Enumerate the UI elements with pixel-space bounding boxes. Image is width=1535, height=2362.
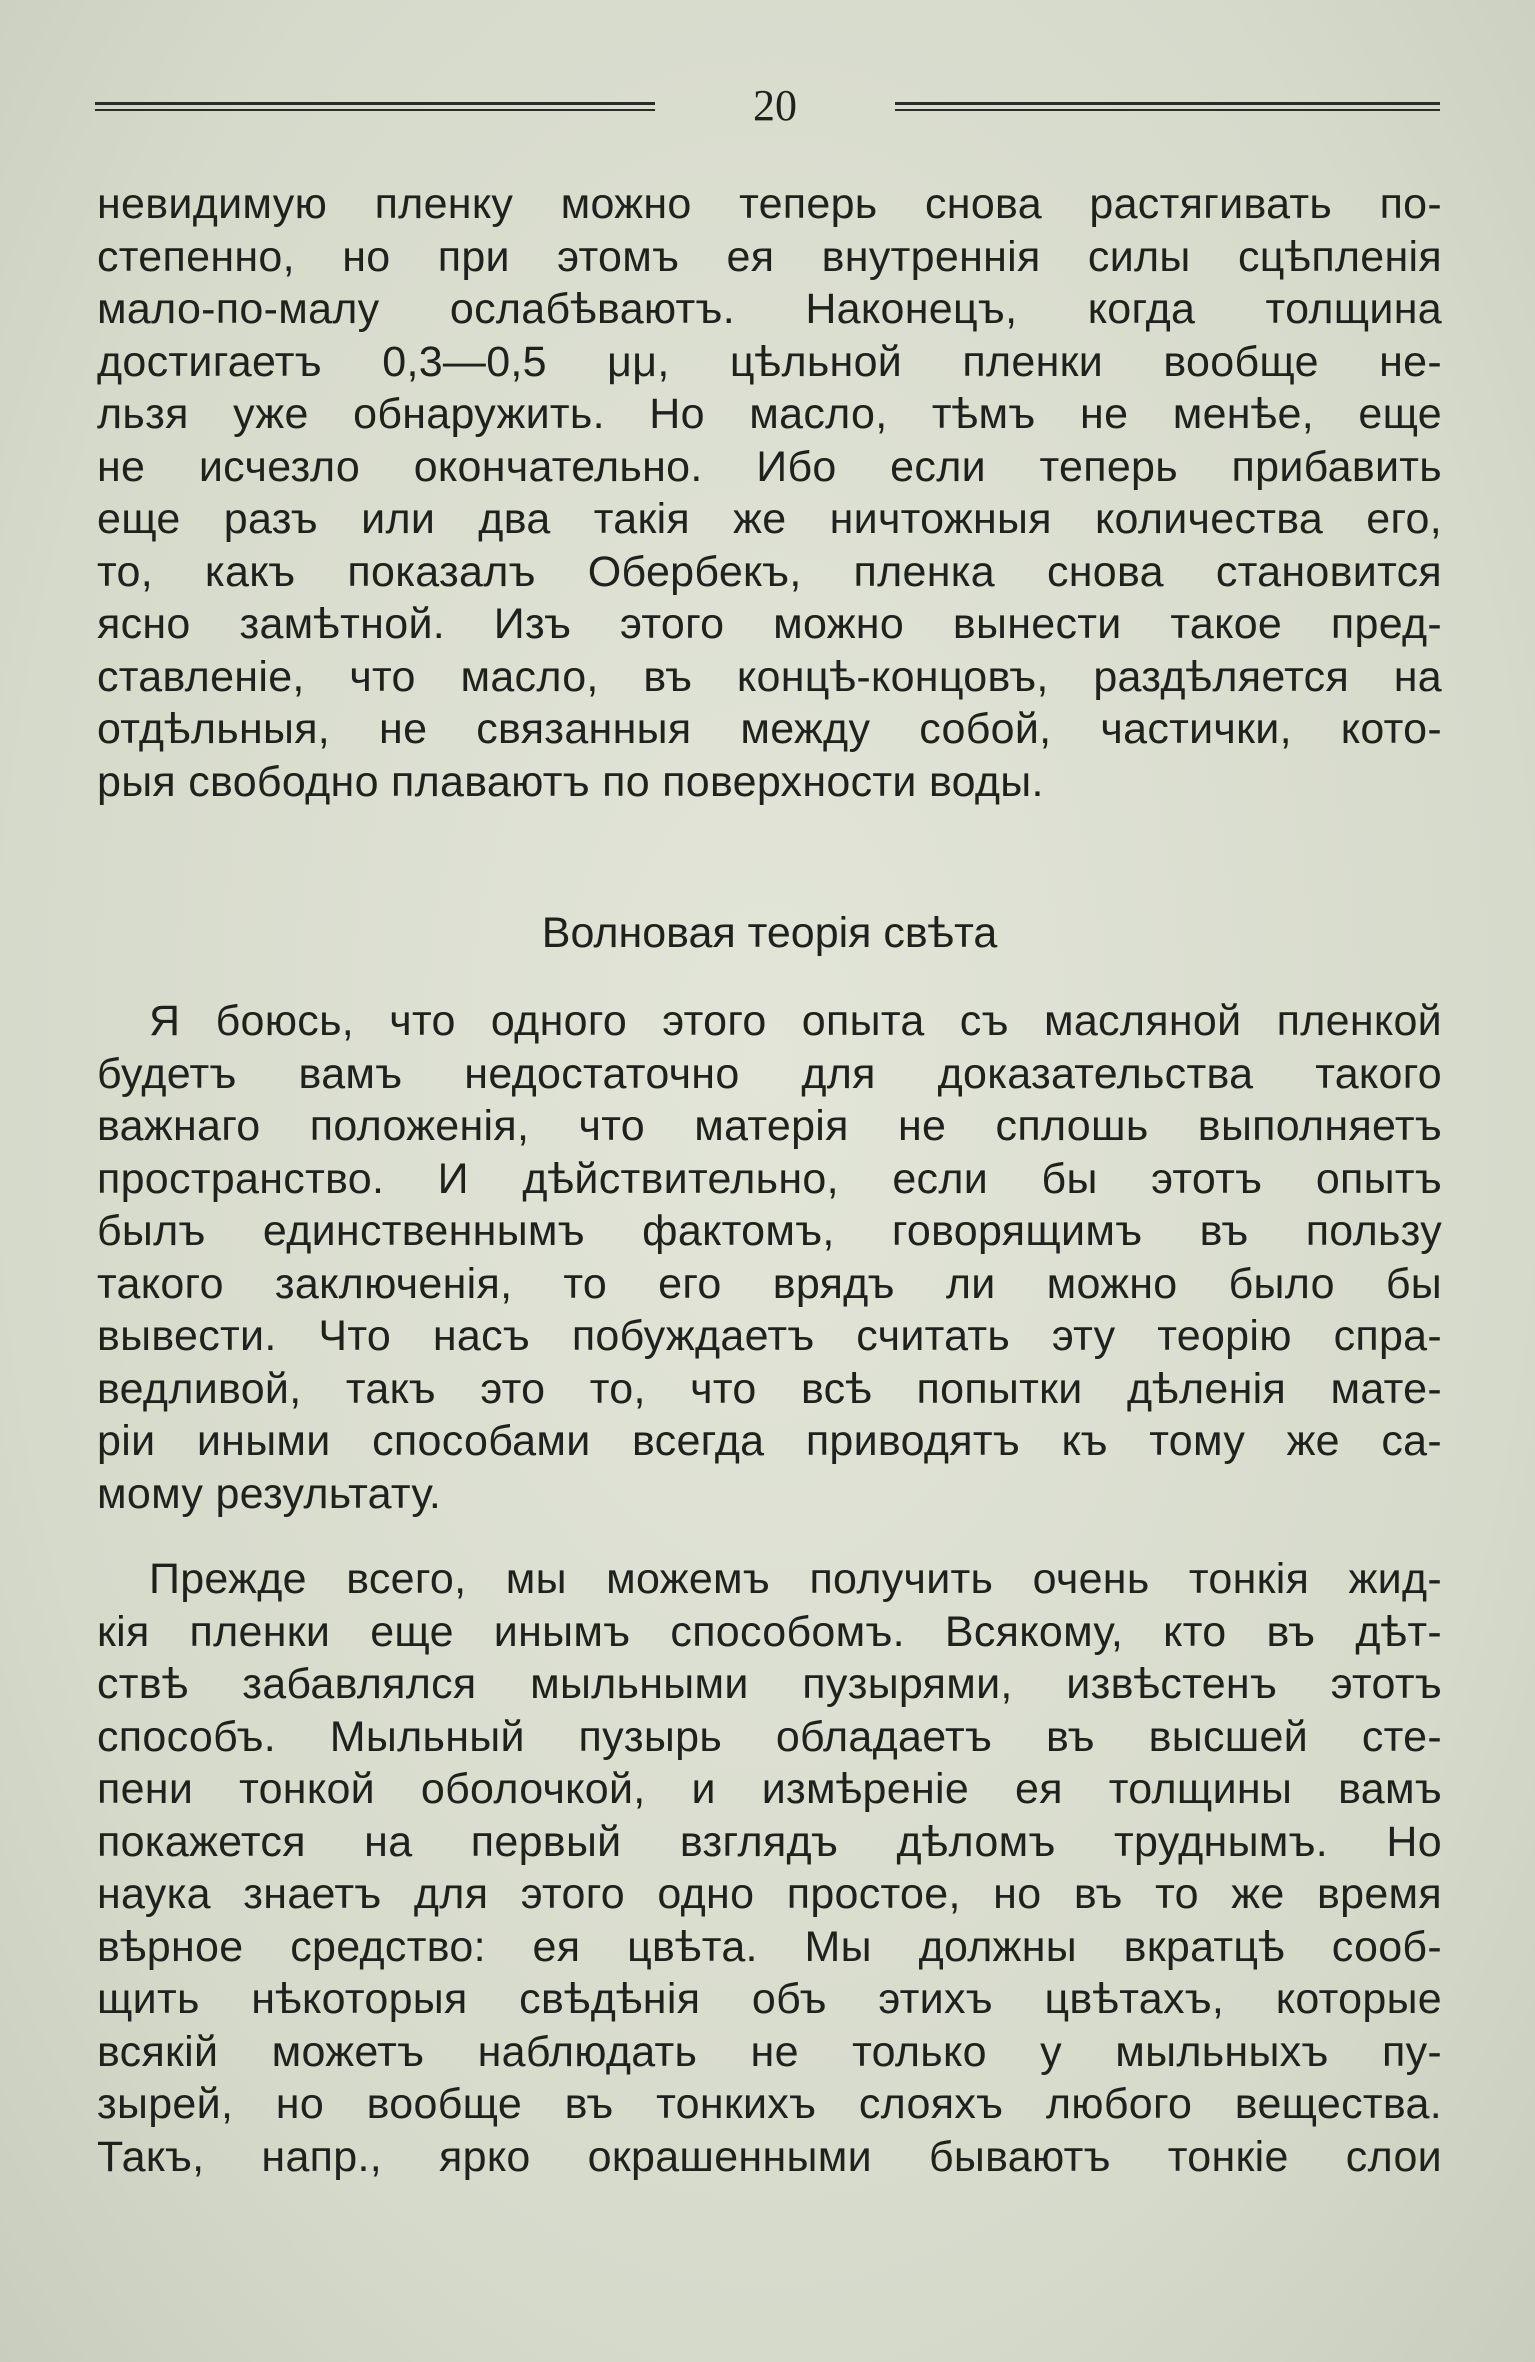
text-line: пени тонкой оболочкой, и измѣреніе ея толщины вамъ	[97, 1765, 1442, 1813]
text-line: пространство. И дѣйствительно, если бы этотъ опытъ	[97, 1154, 1442, 1203]
paragraph-2	[97, 995, 1442, 1520]
text-line: Такъ, напр., ярко окрашенными бываютъ тонкіе слои	[97, 2132, 1442, 2181]
text-line: вѣрное средство: ея цвѣта. Мы должны вкратцѣ сооб-	[97, 1922, 1442, 1971]
text-line: способъ. Мыльный пузырь обладаетъ въ высшей сте-	[97, 1712, 1442, 1761]
text-line: былъ единственнымъ фактомъ, говорящимъ въ пользу	[97, 1207, 1442, 1255]
text-line: степенно, но при этомъ ея внутреннія силы сцѣпленія	[97, 232, 1442, 281]
text-line: покажется на первый взглядъ дѣломъ труднымъ. Но	[97, 1817, 1442, 1866]
text-line: Я боюсь, что одного этого опыта съ масляной пленкой	[149, 997, 1442, 1045]
text-line: вывести. Что насъ побуждаетъ считать эту теорію спра-	[97, 1312, 1442, 1360]
section-heading: Волновая теорія свѣта	[541, 909, 998, 957]
text-line: еще разъ или два такія же ничтожныя количества его,	[97, 495, 1442, 543]
text-line: рыя свободно плаваютъ по поверхности воды.	[97, 757, 1044, 806]
text-line: ясно замѣтной. Изъ этого можно вынести такое пред-	[97, 600, 1442, 648]
text-line: то, какъ показалъ Обербекъ, пленка снова становится	[97, 547, 1442, 596]
text-line: кія пленки еще инымъ способомъ. Всякому, кто въ дѣт-	[97, 1607, 1442, 1656]
text-line: достигаетъ 0,3—0,5 μμ, цѣльной пленки вообще не-	[97, 337, 1442, 386]
text-line: будетъ вамъ недостаточно для доказательства такого	[97, 1049, 1442, 1098]
header-rule-right	[895, 102, 1440, 111]
text-line: мому результату.	[97, 1469, 442, 1518]
page-number: 20	[753, 81, 797, 130]
text-line: Прежде всего, мы можемъ получить очень тонкія жид-	[149, 1555, 1442, 1603]
text-line: ставленіе, что масло, въ концѣ-концовъ, раздѣляется на	[97, 652, 1442, 701]
text-line: невидимую пленку можно теперь снова растягивать по-	[97, 180, 1442, 228]
text-line: льзя уже обнаружить. Но масло, тѣмъ не менѣе, еще	[97, 390, 1442, 438]
text-line: всякій можетъ наблюдать не только у мыльныхъ пу-	[97, 2027, 1442, 2076]
text-line: ріи иными способами всегда приводятъ къ тому же са-	[97, 1417, 1442, 1465]
header-rule-left	[95, 102, 655, 111]
text-line: не исчезло окончательно. Ибо если теперь прибавить	[97, 442, 1442, 491]
text-line: ствѣ забавлялся мыльными пузырями, извѣстенъ этотъ	[97, 1660, 1442, 1708]
paragraph-3	[97, 1553, 1442, 2183]
text-line: наука знаетъ для этого одно простое, но въ то же время	[97, 1870, 1442, 1918]
page-header	[95, 78, 1440, 138]
paragraph-1	[97, 178, 1442, 808]
text-line: отдѣльныя, не связанныя между собой, частички, кото-	[97, 705, 1442, 753]
text-line: такого заключенія, то его врядъ ли можно было бы	[97, 1259, 1442, 1308]
text-line: щить нѣкоторыя свѣдѣнія объ этихъ цвѣтахъ, которые	[97, 1975, 1442, 2023]
text-line: зырей, но вообще въ тонкихъ слояхъ любого вещества.	[97, 2080, 1442, 2128]
text-line: ведливой, такъ это то, что всѣ попытки дѣленія мате-	[97, 1364, 1442, 1413]
text-line: важнаго положенія, что матерія не сплошь выполняетъ	[97, 1102, 1442, 1150]
text-line: мало-по-малу ослабѣваютъ. Наконецъ, когда толщина	[97, 285, 1442, 333]
